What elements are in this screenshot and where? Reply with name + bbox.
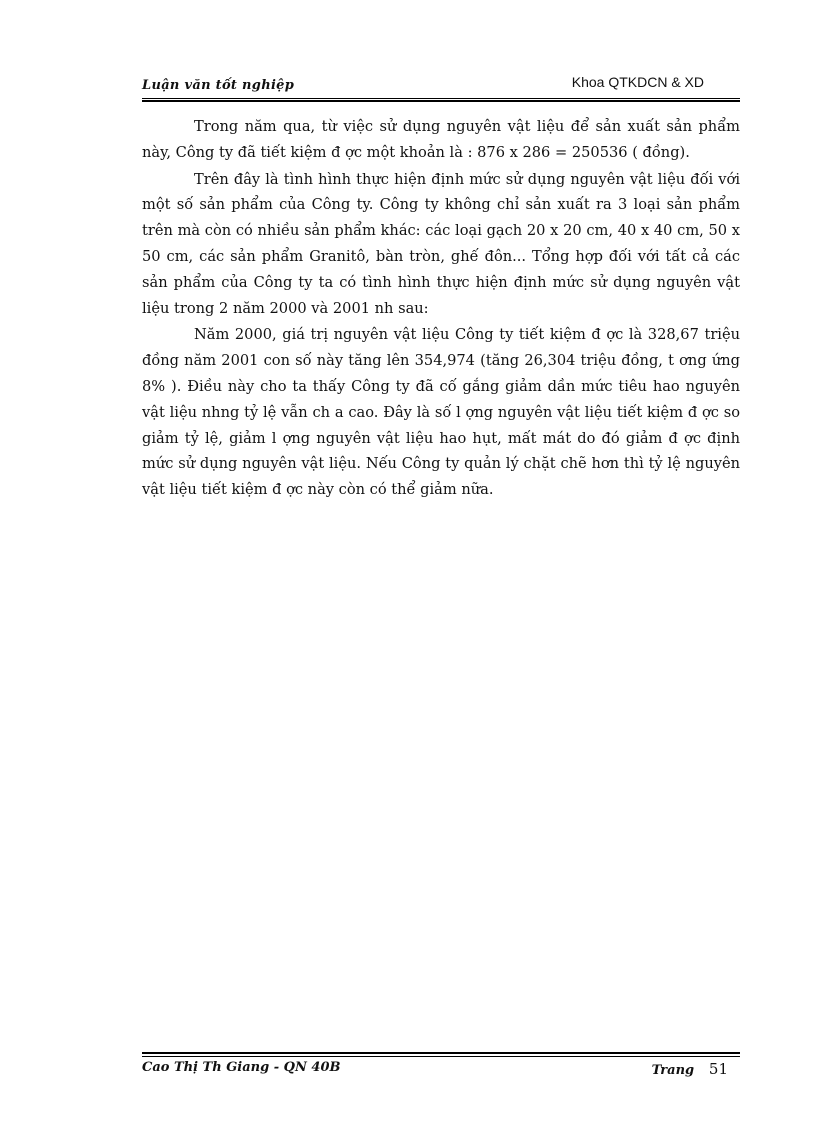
body-text: [142, 114, 740, 504]
header-department: Khoa QTKDCN & XD: [571, 74, 704, 90]
header-rule: [142, 98, 740, 99]
footer-rule: [142, 1056, 740, 1057]
paragraph: Trên đây là tình hình thực hiện định mức sử dụng nguyên vật liệu đối với một số sản phẩm của Công ty. Công ty không chỉ sản xuất ra 3 loại sản phẩm trên mà còn có nhiều sản phẩm khác: các loại gạch 20 x 20 cm, 40 x 40 cm, 50 x 50 cm, các sản phẩm Granitô, bàn tròn, ghế đôn... Tổng hợp đối với tất cả các sản phẩm của Công ty ta có tình hình thực hiện định mức sử dụng nguyên vật liệu trong 2 năm 2000 và 2001 nh sau:: [142, 170, 740, 317]
header-rule-thick: [142, 100, 740, 102]
page-number-block: [652, 1060, 728, 1078]
page-label: Trang: [651, 1063, 695, 1078]
paragraph: Năm 2000, giá trị nguyên vật liệu Công ty tiết kiệm đ ợc là 328,67 triệu đồng năm 2001 con số này tăng lên 354,974 (tăng 26,304 triệu đồng, t ơng ứng 8% ). Điều này cho ta thấy Công ty đã cố gắng giảm dần mức tiêu hao nguyên vật liệu nhng tỷ lệ vẫn ch a cao. Đây là số l ợng nguyên vật liệu tiết kiệm đ ợc so giảm tỷ lệ, giảm l ợng nguyên vật liệu hao hụt, mất mát do đó giảm đ ợc định mức sử dụng nguyên vật liệu. Nếu Công ty quản lý chặt chẽ hơn thì tỷ lệ nguyên vật liệu tiết kiệm đ ợc này còn có thể giảm nữa.: [142, 326, 740, 499]
page-footer: [142, 1060, 740, 1082]
paragraph: Trong năm qua, từ việc sử dụng nguyên vật liệu để sản xuất sản phẩm này, Công ty đã tiết kiệm đ ợc một khoản là : 876 x 286 = 250536 ( đồng).: [142, 118, 740, 161]
footer-rule-thick: [142, 1052, 740, 1054]
page-number: 51: [708, 1060, 728, 1078]
footer-author: Cao Thị Th Giang - QN 40B: [142, 1060, 341, 1075]
header-title: Luận văn tốt nghiệp: [142, 78, 295, 93]
